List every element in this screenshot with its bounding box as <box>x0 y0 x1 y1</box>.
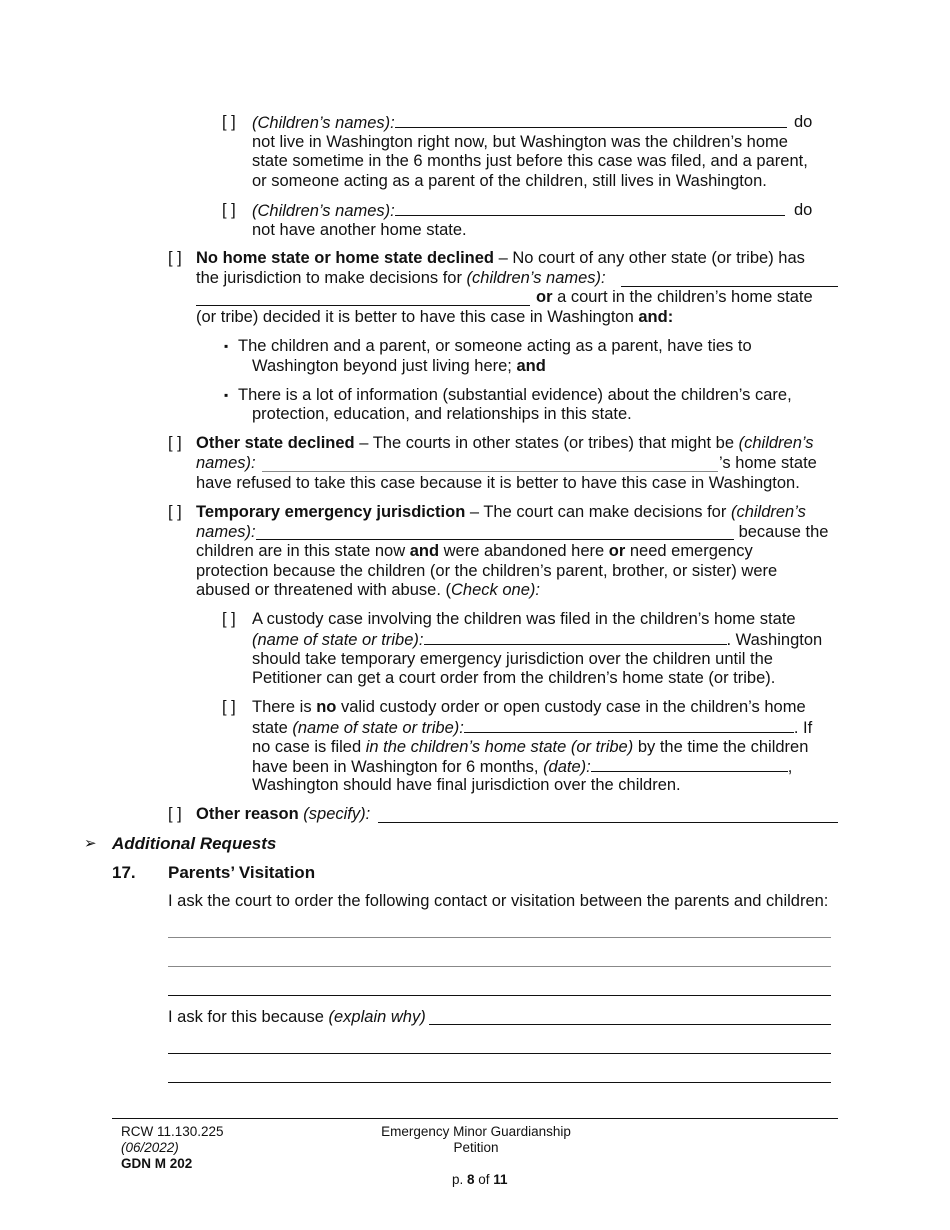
arrow-bullet-icon: ➢ <box>84 835 97 852</box>
sub2-line2: state (name of state or tribe): . If <box>252 719 813 737</box>
reason-line-3[interactable] <box>168 1082 831 1083</box>
children-names-field-b[interactable] <box>395 201 785 216</box>
temp-tail: because the <box>734 523 829 541</box>
sub1-line3: should take temporary emergency jurisdiction over the children until the <box>252 650 773 668</box>
no-home-bullet1-b: Washington beyond just living here; and <box>252 357 546 375</box>
footer-title: Emergency Minor Guardianship <box>381 1124 571 1139</box>
other-state-line1: Other state declined – The courts in other states (or tribes) that might be (children’s <box>196 434 814 452</box>
sub1-line4: Petitioner can get a court order from the children’s home state (or tribe). <box>252 669 776 687</box>
visitation-prompt: I ask the court to order the following contact or visitation between the parents and children: <box>168 892 829 910</box>
item-a-tail: do <box>794 113 813 131</box>
temp-line5: abused or threatened with abuse. (Check one): <box>196 581 540 599</box>
checkbox-custody-case-filed[interactable]: [ ] <box>222 610 236 628</box>
no-home-bullet1-a: The children and a parent, or someone acting as a parent, have ties to <box>238 337 752 355</box>
item-b-line1: (Children’s names): <box>252 201 785 222</box>
checkbox-other-state-declined[interactable]: [ ] <box>168 434 182 452</box>
sub2-line5: Washington should have final jurisdiction over the children. <box>252 776 681 794</box>
footer-page: p. 8 of 11 <box>451 1172 508 1187</box>
no-home-bullet2-b: protection, education, and relationships in this state. <box>252 405 632 423</box>
sub2-line3: no case is filed in the children’s home state (or tribe) by the time the children <box>252 738 809 756</box>
sub2-line1: There is no valid custody order or open custody case in the children’s home <box>252 698 806 716</box>
footer-subtitle: Petition <box>453 1140 499 1155</box>
visitation-line-1[interactable] <box>168 937 831 938</box>
footer-date: (06/2022) <box>121 1140 179 1155</box>
sub2-line4: have been in Washington for 6 months, (date): , <box>252 758 793 776</box>
other-state-line3: have refused to take this case because it is better to have this case in Washington. <box>196 474 800 492</box>
no-home-line2: the jurisdiction to make decisions for (children’s names): <box>196 269 606 287</box>
no-home-line3: or a court in the children’s home state <box>536 288 813 306</box>
bullet-icon: ▪ <box>224 339 229 353</box>
sub1-line2: (name of state or tribe): . Washington <box>252 631 823 649</box>
temp-line4: protection because the children (or the children’s parent, brother, or sister) were <box>196 562 778 580</box>
children-names-field-a[interactable] <box>395 113 787 128</box>
temp-line1: Temporary emergency jurisdiction – The court can make decisions for (children’s <box>196 503 806 521</box>
item-b-tail: do <box>794 201 813 219</box>
no-home-line1: No home state or home state declined – No court of any other state (or tribe) has <box>196 249 805 267</box>
temp-line2: names): <box>196 523 256 541</box>
checkbox-no-home-state[interactable]: [ ] <box>168 249 182 267</box>
checkbox-no-custody-order[interactable]: [ ] <box>222 698 236 716</box>
item-a-line3: state sometime in the 6 months just before this case was filed, and a parent, <box>252 152 808 170</box>
other-reason-label: Other reason (specify): <box>196 805 371 823</box>
footer-form-number: GDN M 202 <box>121 1156 193 1171</box>
additional-requests-heading: Additional Requests <box>112 834 277 853</box>
other-reason-field[interactable] <box>378 822 838 823</box>
other-state-tail: ’s home state <box>719 454 817 472</box>
footer-divider <box>112 1118 838 1119</box>
state-or-tribe-field-2[interactable] <box>464 718 794 733</box>
reason-line-1[interactable] <box>429 1024 831 1025</box>
state-or-tribe-field-1[interactable] <box>424 630 727 645</box>
visitation-line-3[interactable] <box>168 995 831 996</box>
temp-line3: children are in this state now and were abandoned here or need emergency <box>196 542 753 560</box>
date-field[interactable] <box>591 757 788 772</box>
visitation-line-2[interactable] <box>168 966 831 967</box>
footer-rcw: RCW 11.130.225 <box>121 1124 224 1139</box>
other-state-line2: names): <box>196 454 256 472</box>
sub1-line1: A custody case involving the children was filed in the children’s home state <box>252 610 796 628</box>
item-a-line2: not live in Washington right now, but Washington was the children’s home <box>252 133 788 151</box>
section-title: Parents’ Visitation <box>168 863 316 882</box>
bullet-icon: ▪ <box>224 388 229 402</box>
item-a-line1: (Children’s names): <box>252 113 832 134</box>
checkbox-other-reason[interactable]: [ ] <box>168 805 182 823</box>
no-home-line4: (or tribe) decided it is better to have this case in Washington and: <box>196 308 674 326</box>
section-number: 17. <box>112 863 136 882</box>
item-a-line4: or someone acting as a parent of the children, still lives in Washington. <box>252 172 767 190</box>
checkbox-children-no-other-home[interactable]: [ ] <box>222 201 236 219</box>
reason-label: I ask for this because (explain why) <box>168 1008 426 1026</box>
reason-line-2[interactable] <box>168 1053 831 1054</box>
children-names-field-other-state[interactable] <box>262 471 718 472</box>
children-names-field-temp[interactable] <box>256 539 734 540</box>
checkbox-temporary-emergency[interactable]: [ ] <box>168 503 182 521</box>
children-names-field-no-home-1[interactable] <box>621 286 838 287</box>
item-b-line2: not have another home state. <box>252 221 467 239</box>
children-names-field-no-home-2[interactable] <box>196 305 530 306</box>
checkbox-children-not-live[interactable]: [ ] <box>222 113 236 131</box>
no-home-bullet2-a: There is a lot of information (substantial evidence) about the children’s care, <box>238 386 792 404</box>
